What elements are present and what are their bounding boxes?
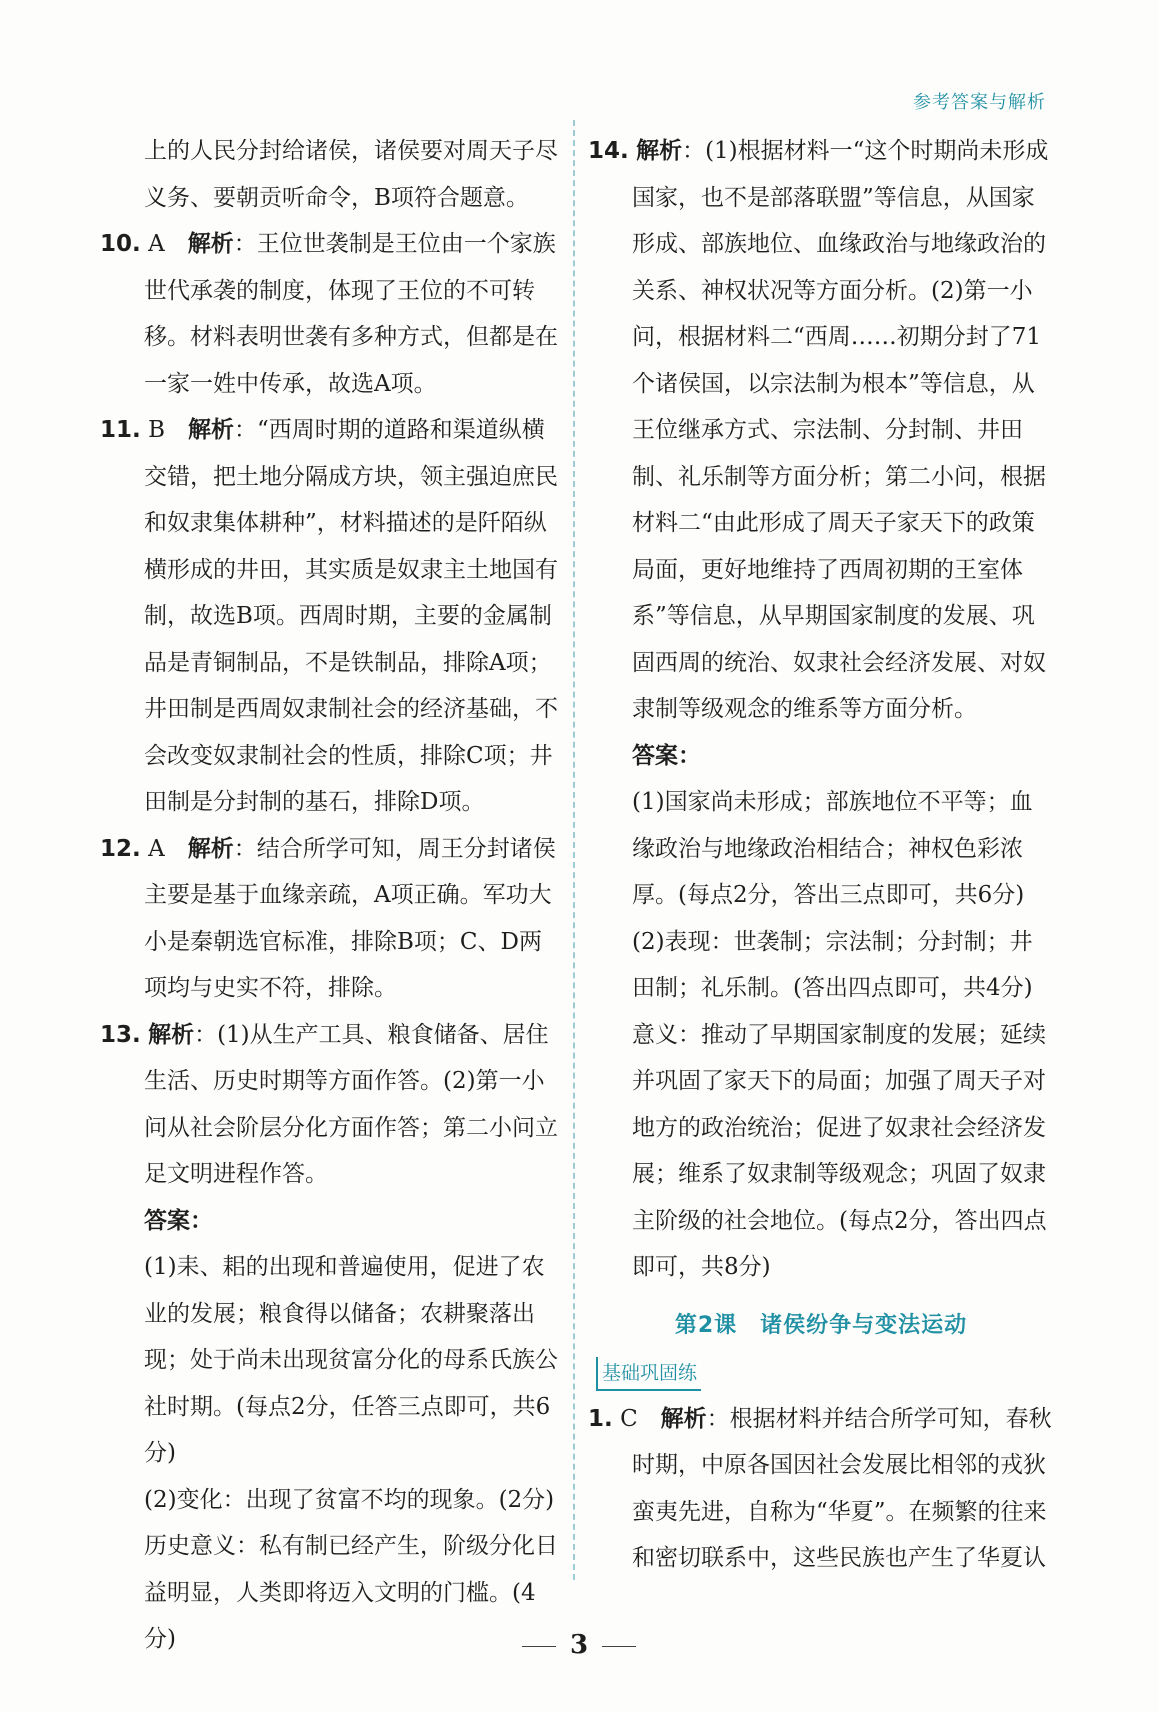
q14-answer-2: (2)表现：世袭制；宗法制；分封制；井田制；礼乐制。(答出四点即可，共4分) [632,928,1033,1001]
q12-option: A [148,835,165,862]
q10-text: ：王位世袭制是王位由一个家族世代承袭的制度，体现了王位的不可转移。材料表明世袭有多种方式，但都是在一家一姓中传承，故选A项。 [144,231,558,397]
q11-option: B [148,417,165,443]
q13-label: 解析 [148,1021,195,1048]
q13 [100,1012,562,1198]
lesson2-q1 [588,1396,1054,1582]
q14-label: 解析 [636,138,683,164]
q11-text: ：“西周时期的道路和渠道纵横交错，把土地分隔成方块，领主强迫庶民和奴隶集体耕种”，材料描述的是阡陌纵横形成的井田，其实质是奴隶主土地国有制，故选B项。西周时期，主要的金属制品是青铜制品，不是铁制品，排除A项；井田制是西周奴隶制社会的经济基础，不会改变奴隶制社会的性质，排除C项；井田制是分封制的基石，排除D项。 [144,417,558,815]
lesson2-q1-text: ：根据材料并结合所学可知，春秋时期，中原各国因社会发展比相邻的戎狄蛮夷先进，自称为“华夏”。在频繁的往来和密切联系中，这些民族也产生了华夏认 [632,1405,1052,1571]
section-tag: 基础巩固练 [596,1357,701,1391]
q14-answer-3: 意义：推动了早期国家制度的发展；延续并巩固了家天下的局面；加强了周天子对地方的政治统治；促进了奴隶社会经济发展；维系了奴隶制等级观念；巩固了奴隶主阶级的社会地位。(每点2分，答出四点即可，共8分) [632,1021,1047,1280]
page-number-value: 3 [569,1630,589,1660]
q14-number: 14. [588,138,629,164]
q11-label: 解析 [187,417,234,443]
q14-answer-title: 答案： [632,742,701,769]
q14-answer-1: (1)国家尚未形成；部族地位不平等；血缘政治与地缘政治相结合；神权色彩浓厚。(每点2分，答出三点即可，共6分) [632,789,1033,908]
lesson2-q1-number: 1. [588,1405,613,1432]
q10-label: 解析 [187,231,234,257]
q10-option: A [148,231,165,257]
q14 [588,128,1054,733]
q11 [100,407,562,826]
q11-number: 11. [100,417,141,443]
lesson-title: 第2课 诸侯纷争与变法运动 [674,1312,968,1338]
lesson2-q1-label: 解析 [660,1405,707,1432]
q12-text: ：结合所学可知，周王分封诸侯主要是基于血缘亲疏，A项正确。军功大小是秦朝选官标准，排除B项；C、D两项均与史实不符，排除。 [144,835,556,1001]
lesson2-q1-option: C [620,1405,638,1432]
q13-text: ：(1)从生产工具、粮食储备、居住生活、历史时期等方面作答。(2)第一小问从社会阶层分化方面作答；第二小问立足文明进程作答。 [144,1021,558,1187]
page-dash-left [522,1646,556,1647]
left-column [100,128,562,1663]
page-number [0,1630,1158,1660]
q12 [100,826,562,1012]
q13-answer-2: (2)变化：出现了贫富不均的现象。(2分)历史意义：私有制已经产生，阶级分化日益明显，人类即将迈入文明的门槛。(4分) [144,1486,558,1652]
q9-continuation: 上的人民分封给诸侯，诸侯要对周天子尽义务、要朝贡听命令，B项符合题意。 [144,138,558,211]
column-divider [573,120,575,1580]
q13-answer-1: (1)耒、耜的出现和普遍使用，促进了农业的发展；粮食得以储备；农耕聚落出现；处于尚未出现贫富分化的母系氏族公社时期。(每点2分，任答三点即可，共6分) [144,1254,558,1466]
q10 [100,221,562,407]
q13-answer-title: 答案： [144,1207,213,1234]
q14-text: ：(1)根据材料一“这个时期尚未形成国家，也不是部落联盟”等信息，从国家形成、部族地位、血缘政治与地缘政治的关系、神权状况等方面分析。(2)第一小问，根据材料二“西周……初期分封了71个诸侯国，以宗法制为根本”等信息，从王位继承方式、宗法制、分封制、井田制、礼乐制等方面分析；第二小问，根据材料二“由此形成了周天子家天下的政策局面，更好地维持了西周初期的王室体系”等信息，从早期国家制度的发展、巩固西周的统治、奴隶社会经济发展、对奴隶制等级观念的维系等方面分析。 [632,138,1049,722]
header-title: 参考答案与解析 [913,92,1046,113]
right-column [588,128,1054,1582]
q13-number: 13. [100,1021,141,1048]
q12-label: 解析 [187,835,234,862]
page-dash-right [602,1646,636,1647]
q12-number: 12. [100,835,141,862]
q10-number: 10. [100,231,141,257]
